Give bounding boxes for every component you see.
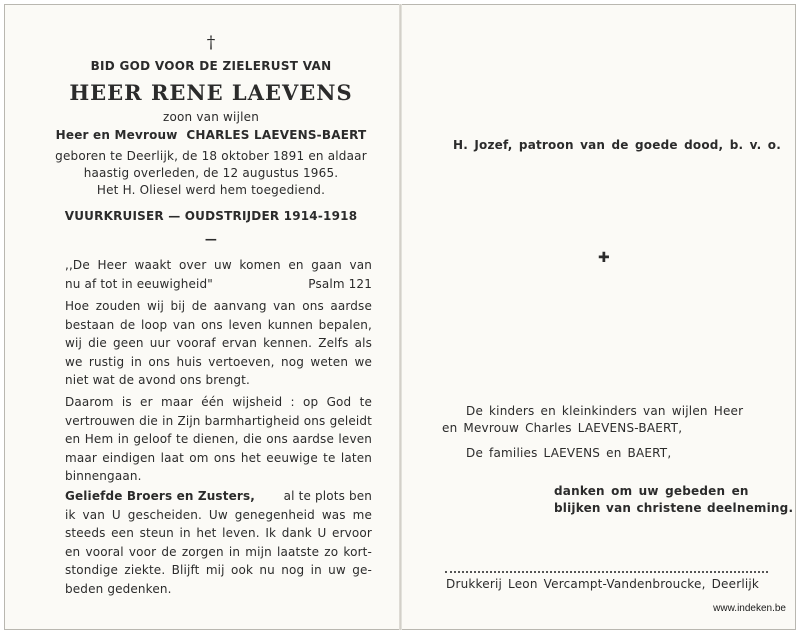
para1-line: bestaan de loop van ons leven kunnen bepalen,: [65, 317, 372, 332]
para2-line: en Hem in geloof te dienen, die ons aardse leven: [65, 432, 372, 446]
para2-line: binnengaan.: [65, 469, 142, 483]
para3-first-rest: al te plots ben: [283, 489, 372, 503]
watermark: www.indeken.be: [713, 603, 786, 614]
parents-prefix: Heer en Mevrouw: [55, 128, 178, 142]
families-line: De families LAEVENS en BAERT,: [466, 446, 672, 460]
oil-line: Het H. Oliesel werd hem toegediend.: [96, 183, 326, 197]
patron-line: H. Jozef, patroon van de goede dood, b. v. o.: [453, 138, 782, 152]
parents-name: CHARLES LAEVENS-BAERT: [186, 128, 367, 142]
son-of: zoon van wijlen: [162, 110, 260, 124]
thanks-line-2: blijken van christene deelneming.: [554, 501, 794, 515]
thanks-line-1: danken om uw gebeden en: [554, 484, 749, 498]
psalm-line-2: [65, 275, 372, 294]
rank-left: VUURKRUISER: [64, 209, 164, 223]
psalm-line-1: ,,De Heer waakt over uw komen en gaan van: [65, 258, 372, 272]
para2-line: vertrouwen die in Zijn barmhartigheid ons geleidt: [65, 413, 372, 428]
para3-line: ik van U gescheiden. Uw genegenheid was me: [65, 507, 372, 522]
rank-dash: —: [168, 209, 181, 223]
born-line-2: haastig overleden, de 12 augustus 1965.: [83, 166, 339, 180]
para1-line: Hoe zouden wij bij de aanvang van ons aardse: [65, 299, 372, 313]
para2-line: maar eindigen laat om ons het eeuwige te laten: [65, 450, 372, 465]
rank-right: OUDSTRIJDER 1914-1918: [184, 209, 358, 223]
para3-line: steeds een steun in het leven. Ik dank U ervoor: [65, 526, 372, 540]
para1-line: wij die geen uur vooraf ervan kennen. Zelfs als: [65, 336, 372, 350]
rank-line: [50, 209, 372, 223]
cross-icon: †: [206, 33, 216, 53]
parents: [50, 128, 372, 142]
family-line-2: en Mevrouw Charles LAEVENS-BAERT,: [442, 421, 683, 435]
family-line-1: De kinders en kleinkinders van wijlen Heer: [466, 404, 744, 418]
deceased-name: HEER RENE LAEVENS: [69, 80, 353, 105]
para3-line: en vooral voor de zorgen in mijn laatste zo kort-: [65, 544, 372, 559]
separator: —: [204, 232, 218, 246]
para1-line: we rustig in ons huis vertoeven, nog weten we: [65, 354, 372, 369]
para3-address: Geliefde Broers en Zusters,: [65, 489, 255, 503]
para3-line: beden gedenken.: [65, 581, 172, 596]
heading: BID GOD VOOR DE ZIELERUST VAN: [90, 59, 332, 73]
para3-line-first: [65, 487, 372, 506]
para1-line: niet wat de avond ons brengt.: [65, 373, 250, 387]
psalm-ref: Psalm 121: [308, 276, 372, 291]
paragraph-2: [65, 393, 372, 486]
paragraph-3: [65, 487, 372, 598]
psalm-quote: [65, 256, 372, 293]
printer-line: Drukkerij Leon Vercampt-Vandenbroucke, Deerlijk: [446, 577, 760, 591]
para2-line: Daarom is er maar één wijsheid : op God te: [65, 395, 372, 409]
psalm-text: nu af tot in eeuwigheid": [65, 276, 213, 291]
para3-line: stondige ziekte. Blijft mij ook nu nog in uw ge-: [65, 563, 372, 577]
cross-icon: ✚: [598, 250, 610, 266]
card-fold: [399, 4, 402, 630]
dotted-divider: [445, 571, 768, 573]
born-line-1: geboren te Deerlijk, de 18 oktober 1891 en aldaar: [55, 149, 367, 163]
paragraph-1: [65, 297, 372, 390]
